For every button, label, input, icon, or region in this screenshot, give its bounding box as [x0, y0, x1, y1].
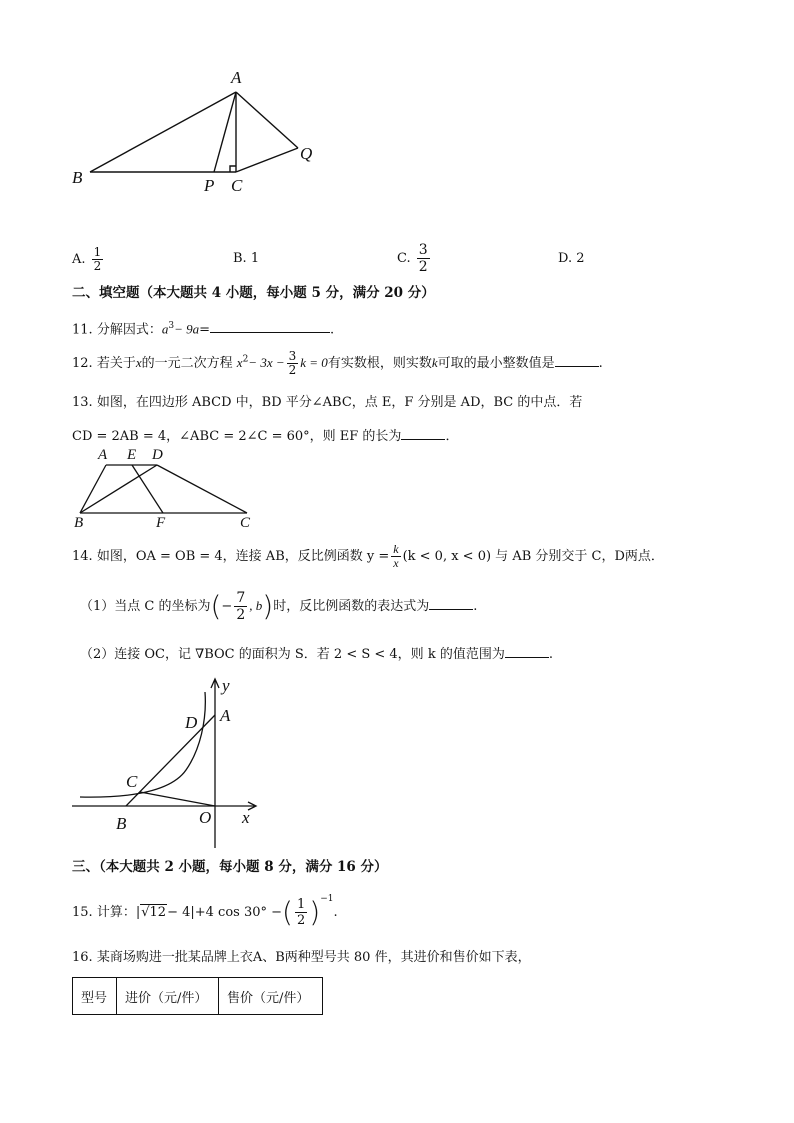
q14-p1-end: . [473, 599, 478, 614]
q12-den: 2 [288, 363, 297, 377]
q12-end: . [598, 356, 603, 371]
option-b-letter: B. [233, 251, 247, 266]
label-c-3: C [126, 772, 138, 791]
option-a-num: 1 [93, 245, 102, 259]
q14-den: x [393, 556, 399, 570]
label-o: O [199, 808, 212, 827]
option-a-den: 2 [93, 259, 102, 273]
option-c-letter: C. [397, 251, 411, 266]
q12-text-4: 可取的最小整数值是 [437, 356, 555, 371]
q15-number: 15. [72, 905, 93, 920]
q15-prefix: 计算： [96, 905, 136, 920]
q15-sqrt-arg: 12 [149, 905, 167, 920]
q15-den: 2 [296, 913, 306, 928]
table-header-price: 售价（元/件） [219, 978, 323, 1015]
segment-oc [140, 792, 215, 806]
q11-eq: = [199, 322, 211, 338]
label-x: x [242, 808, 250, 827]
q12-poly-mid: − 3x − [248, 355, 285, 370]
q14-p1-prefix: （1）当点 C 的坐标为 [80, 599, 211, 614]
q14-p1-post: 时，反比例函数的表达式为 [273, 599, 430, 614]
q15-num: 1 [296, 897, 306, 912]
label-d-3: D [185, 713, 198, 732]
option-c-den: 2 [418, 259, 428, 275]
label-e: E [127, 447, 137, 463]
q15-cos-term: +4 cos 30° − [194, 905, 283, 920]
section-3-title: 三、（本大题共 2 小题，每小题 8 分，满分 16 分） [72, 859, 388, 875]
q12-var-k: k [431, 355, 438, 370]
q15-sqrt: √12 [141, 905, 167, 920]
q14-p2-text: （2）连接 OC，记 ∇BOC 的面积为 S．若 2 < S < 4，则 k 的值范围为 [80, 647, 505, 662]
table-header-row [73, 978, 323, 1015]
label-d: D [152, 447, 163, 463]
option-a-letter: A. [72, 252, 86, 267]
q12-poly-x: x [236, 355, 243, 370]
label-p: P [204, 176, 215, 195]
q11-exp: 3 [168, 321, 175, 331]
q16-text: 某商场购进一批某品牌上衣A、B两种型号共 80 件，其进价和售价如下表， [96, 950, 531, 965]
q14-p1-num: 7 [236, 590, 246, 606]
q12-num: 3 [288, 349, 297, 363]
q12-var-x: x [135, 355, 142, 370]
option-d-letter: D. [558, 251, 573, 266]
option-b-value: 1 [250, 251, 260, 266]
question-15 [72, 893, 338, 929]
q11-a: a [161, 321, 169, 337]
label-c-2: C [240, 515, 251, 531]
label-b-3: B [116, 814, 127, 833]
q13-end: ． [445, 429, 459, 444]
q13-text-2: CD = 2AB = 4，∠ABC = 2∠C = 60°，则 EF 的长为 [72, 429, 402, 444]
q12-text-2: 的一元二次方程 [141, 356, 233, 371]
q14-num: k [393, 542, 399, 556]
question-16 [72, 950, 531, 966]
q12-number: 12. [72, 356, 93, 371]
q11-number: 11. [72, 322, 93, 338]
q15-rparen: ) [309, 895, 321, 929]
q16-number: 16. [72, 950, 93, 965]
label-a: A [231, 68, 242, 87]
q15-abs-left: | [135, 905, 141, 920]
segment-ab-graph [126, 715, 215, 806]
q14-p1-b: , b [249, 598, 263, 613]
q14-text-1: 如图，OA = OB = 4，连接 AB，反比例函数 y = [96, 549, 390, 564]
q11-prefix: 分解因式： [96, 322, 162, 338]
q14-p1-lparen: ( [210, 589, 222, 623]
q14-p1-neg: − [221, 599, 233, 614]
q15-abs-right: | [190, 905, 195, 920]
q13-number: 13. [72, 395, 93, 410]
option-d-value: 2 [576, 251, 585, 266]
table-header-model: 型号 [73, 978, 117, 1015]
q12-text-1: 若关于 [96, 356, 136, 371]
q13-text-1: 如图，在四边形 ABCD 中，BD 平分∠ABC，点 E，F 分别是 AD，BC 的中点．若 [96, 395, 583, 410]
section-2-title: 二、填空题（本大题共 4 小题，每小题 5 分，满分 20 分） [72, 285, 435, 301]
q15-minus-4: − 4 [167, 905, 191, 920]
q15-lparen: ( [282, 895, 293, 929]
label-a-3: A [220, 706, 231, 725]
label-q: Q [300, 144, 313, 163]
q14-number: 14. [72, 549, 93, 564]
table-header-cost: 进价（元/件） [117, 978, 219, 1015]
q14-p1-den: 2 [236, 607, 246, 623]
q12-exp: 2 [242, 354, 249, 365]
label-c: C [231, 176, 243, 195]
q14-p1-rparen: ) [262, 589, 274, 623]
label-b: B [72, 168, 83, 187]
q11-end: . [330, 322, 335, 338]
label-y: y [222, 676, 230, 695]
q12-poly-end: k = 0 [300, 355, 328, 370]
q15-exponent: −1 [320, 893, 334, 904]
q14-condition: (k < 0, x < 0) 与 AB 分别交于 C，D两点． [402, 549, 664, 564]
q11-expr: − 9a [174, 321, 200, 337]
q15-fraction [295, 897, 307, 928]
q12-text-3: 有实数根，则实数 [327, 356, 432, 371]
q15-end: . [333, 905, 338, 920]
q14-p2-end: . [548, 647, 553, 662]
option-c-num: 3 [418, 242, 428, 258]
label-a-2: A [98, 447, 108, 463]
label-b-2: B [74, 515, 84, 531]
price-table [72, 977, 323, 1015]
label-f: F [156, 515, 166, 531]
